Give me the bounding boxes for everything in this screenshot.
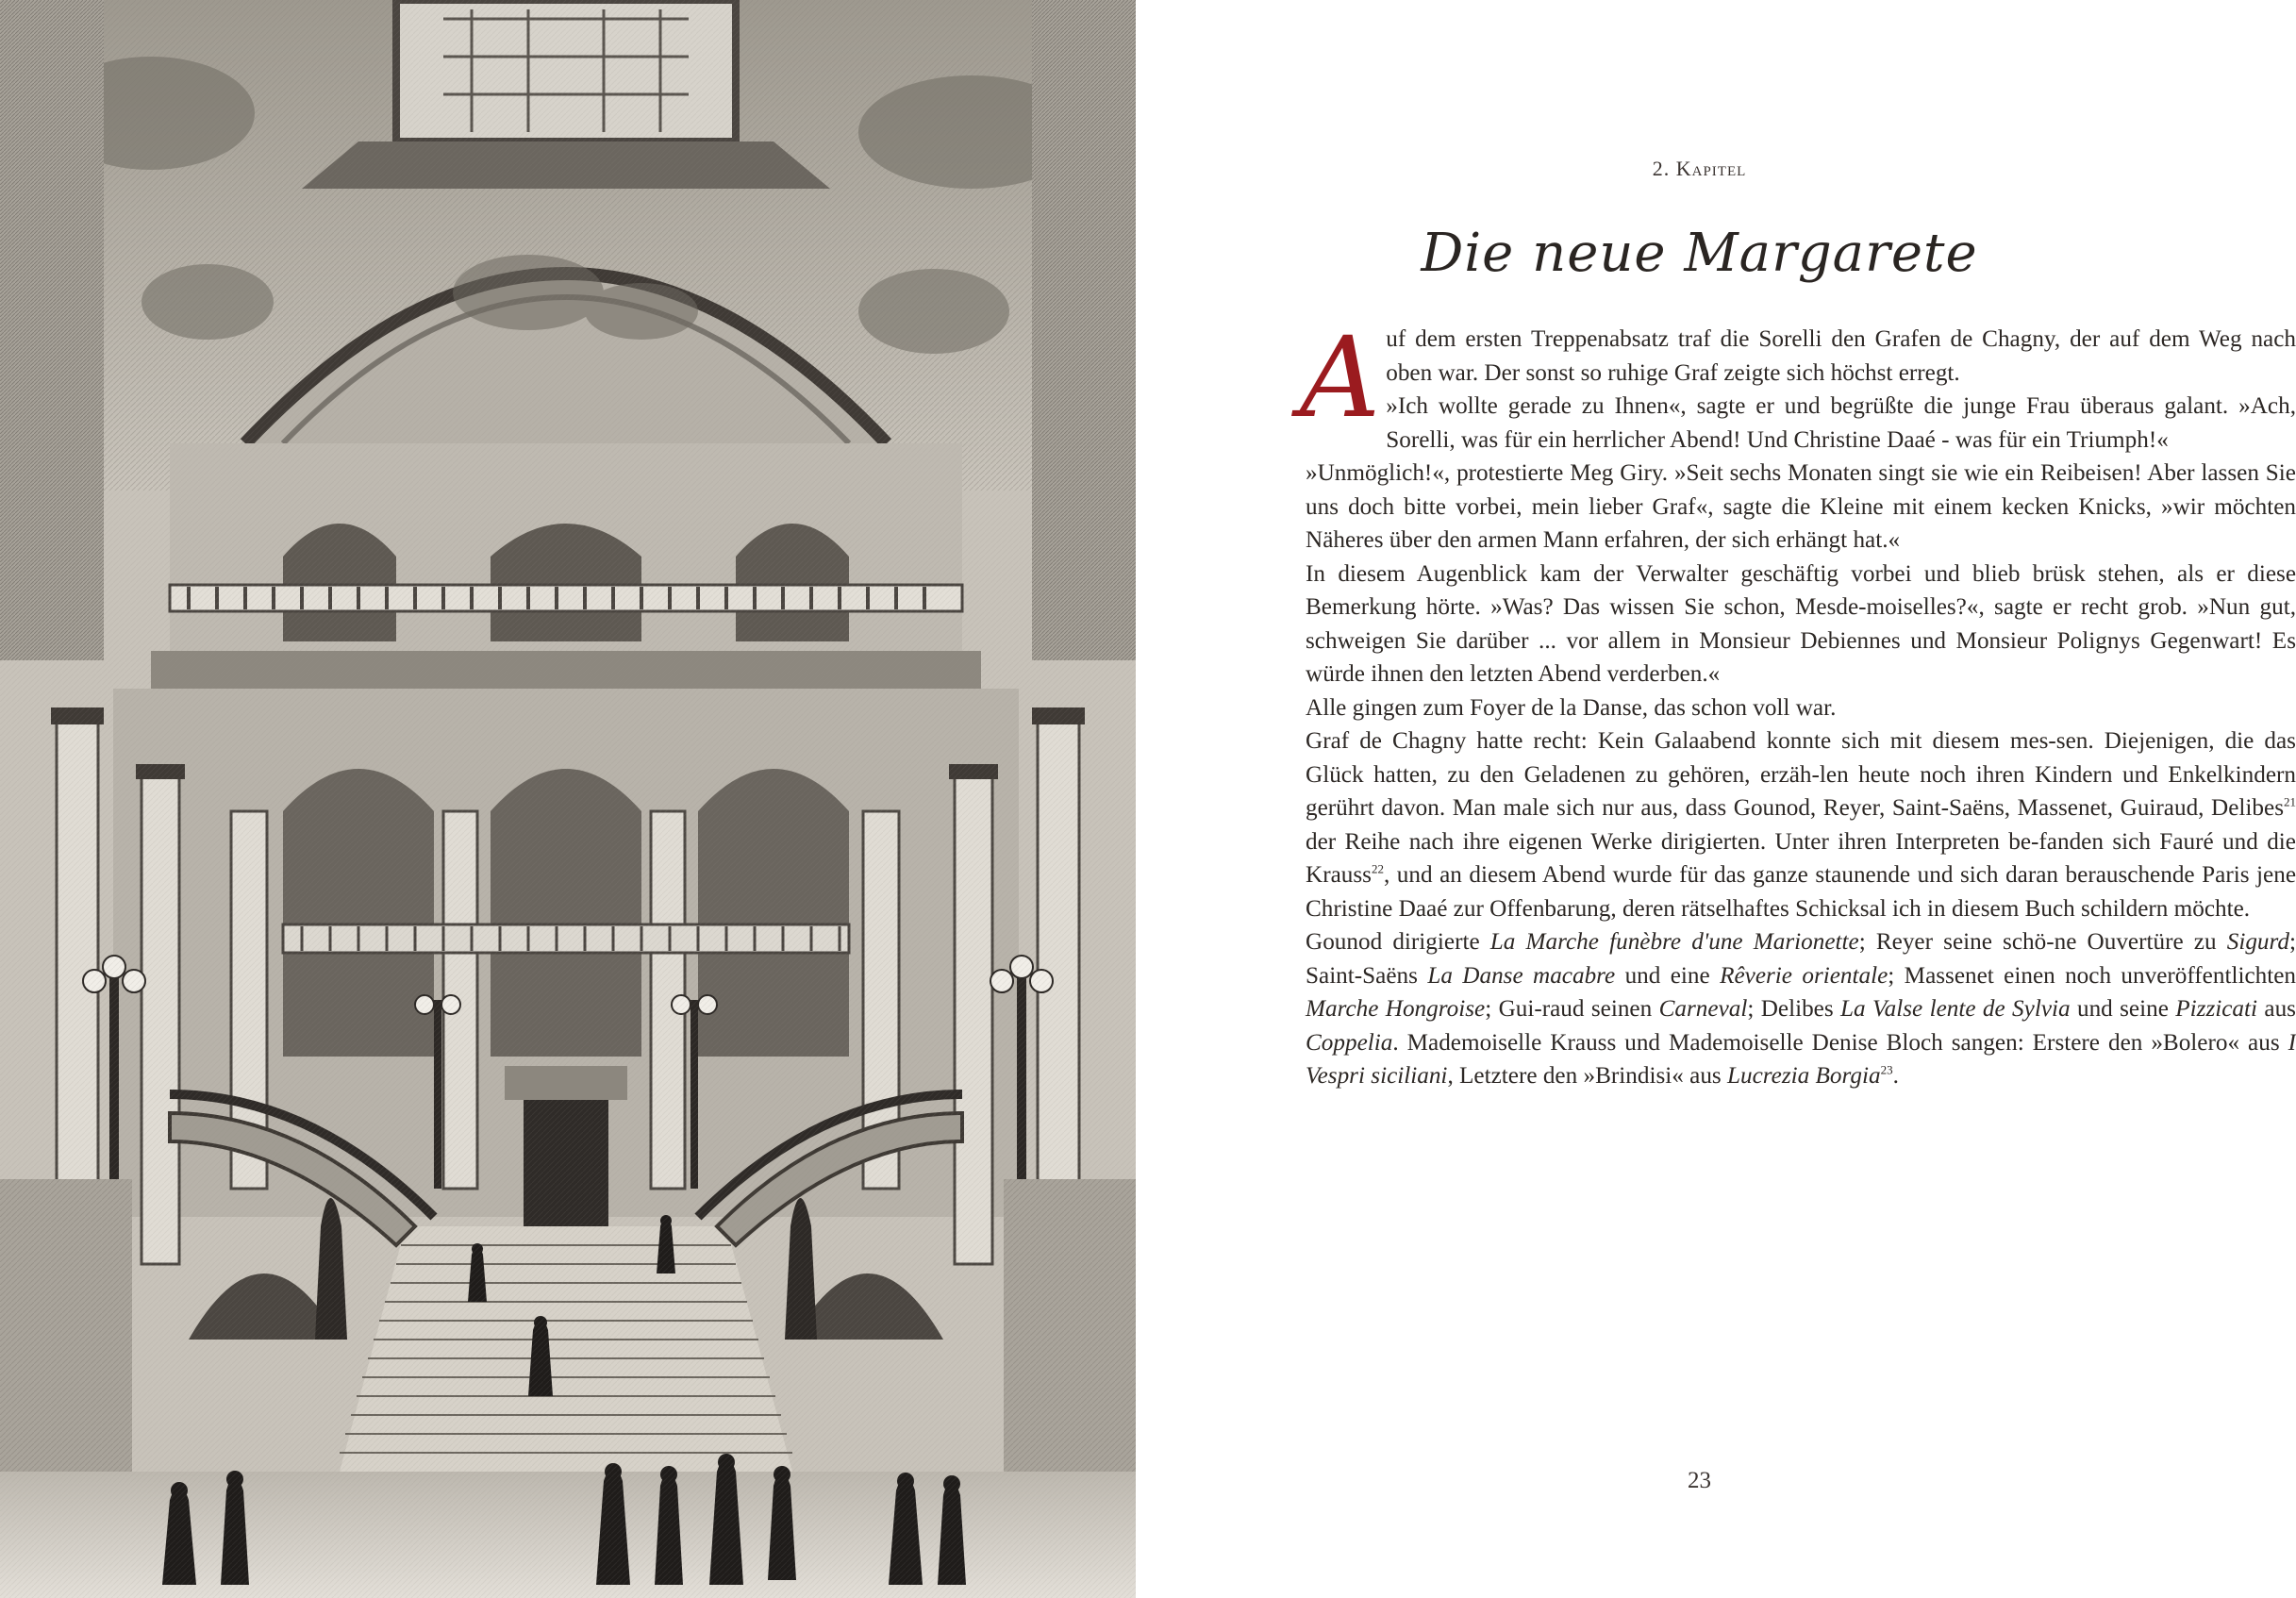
chapter-label: 2. Kapitel bbox=[1652, 157, 1747, 180]
paragraph bbox=[1306, 558, 2296, 691]
text-run: . Mademoiselle Krauss und Mademoiselle Denise Bloch sangen: Erstere den »Bolero« aus bbox=[1392, 1029, 2288, 1056]
paragraph bbox=[1306, 724, 2296, 925]
page-number: 23 bbox=[1688, 1468, 1711, 1493]
body-text bbox=[1300, 312, 2296, 1093]
drop-cap: A bbox=[1300, 312, 1381, 442]
text-run: »Unmöglich!«, protestierte Meg Giry. »Seit sechs Monaten singt sie wie ein Reibeisen! Aber lassen Sie uns doch bitte vorbei, mein lieber Graf«, sagte die Kleine mit einem kecken Knicks, »wir möchten Näheres über den armen Mann erfahren, der sich erhängt hat.« bbox=[1306, 460, 2296, 553]
paragraph bbox=[1306, 457, 2296, 558]
italic-title: Coppelia bbox=[1306, 1029, 1393, 1056]
text-run: Alle gingen zum Foyer de la Danse, das schon voll war. bbox=[1306, 694, 1837, 721]
footnote-marker: 21 bbox=[2284, 794, 2296, 809]
text-run: ; Saint-Saëns bbox=[1306, 929, 2296, 989]
text-run: ; Massenet einen noch unveröffentlichten bbox=[1888, 962, 2296, 989]
paragraph bbox=[1306, 390, 2296, 457]
paragraph bbox=[1306, 691, 2296, 725]
italic-title: Marche Hongroise bbox=[1306, 996, 1486, 1022]
text-run: , und an diesem Abend wurde für das ganze staunende und sich daran berauschende Paris jene Christine Daaé zur Offenbarung, deren rätselhaftes Schicksal ich in diesem Buch schildern möchte. bbox=[1306, 862, 2296, 922]
italic-title: Pizzicati bbox=[2175, 996, 2258, 1022]
text-run: In diesem Augenblick kam der Verwalter geschäftig vorbei und blieb brüsk stehen, als er diese Bemerkung hörte. »Was? Das wissen Sie schon, Mesde-moiselles?«, sagte er recht grob. »Nun gut, schweigen Sie darüber ... vor allem in Monsieur Debiennes und Monsieur Polignys Gegenwart! Es würde ihnen den letzten Abend verderben.« bbox=[1306, 560, 2296, 687]
footnote-marker: 23 bbox=[1880, 1062, 1893, 1077]
italic-title: La Marche funèbre d'une Marionette bbox=[1489, 929, 1859, 955]
text-run: und eine bbox=[1615, 962, 1721, 989]
italic-title: Sigurd bbox=[2226, 929, 2289, 955]
text-run: Graf de Chagny hatte recht: Kein Galaabend konnte sich mit diesem mes-sen. Diejenigen, die das Glück hatten, zu den Geladenen zu gehören, erzäh-len heute noch ihren Kindern und Enkelkindern gerührt davon. Man male sich nur aus, dass Gounod, Reyer, Saint-Saëns, Massenet, Guiraud, Delibes bbox=[1306, 728, 2296, 821]
text-run: der Reihe nach ihre eigenen Werke dirigierten. Unter ihren Interpreten be-fanden sich Fauré und die Krauss bbox=[1306, 828, 2296, 888]
paragraph bbox=[1306, 323, 2296, 390]
text-run: aus bbox=[2257, 996, 2296, 1022]
text-run: ; Delibes bbox=[1747, 996, 1841, 1022]
italic-title: La Valse lente de Sylvia bbox=[1840, 996, 2071, 1022]
italic-title: Rêverie orientale bbox=[1720, 962, 1888, 989]
text-run: »Ich wollte gerade zu Ihnen«, sagte er und begrüßte die junge Frau überaus galant. »Ach, Sorelli, was für ein herrlicher Abend! Und Christine Daaé - was für ein Triumph!« bbox=[1386, 393, 2296, 453]
paragraph bbox=[1306, 925, 2296, 1093]
footnote-marker: 22 bbox=[1371, 861, 1384, 876]
italic-title: La Danse macabre bbox=[1427, 962, 1616, 989]
text-page bbox=[1136, 0, 2296, 1598]
text-run: uf dem ersten Treppenabsatz traf die Sorelli den Grafen de Chagny, der auf dem Weg nach oben war. Der sonst so ruhige Graf zeigte sich höchst erregt. bbox=[1386, 326, 2296, 386]
chapter-title: Die neue Margarete bbox=[1421, 223, 1978, 284]
italic-title: Carneval bbox=[1658, 996, 1748, 1022]
italic-title: I Vespri siciliani bbox=[1306, 1029, 2296, 1089]
italic-title: Lucrezia Borgia bbox=[1727, 1063, 1881, 1089]
text-run: Gounod dirigierte bbox=[1306, 929, 1490, 955]
text-run: . bbox=[1892, 1063, 1899, 1089]
text-run: , Letztere den »Brindisi« aus bbox=[1447, 1063, 1728, 1089]
grand-staircase-engraving bbox=[0, 0, 1136, 1598]
text-run: ; Gui-raud seinen bbox=[1485, 996, 1659, 1022]
illustration-plate bbox=[0, 0, 1136, 1598]
text-run: und seine bbox=[2070, 996, 2176, 1022]
text-run: ; Reyer seine schö-ne Ouvertüre zu bbox=[1858, 929, 2227, 955]
